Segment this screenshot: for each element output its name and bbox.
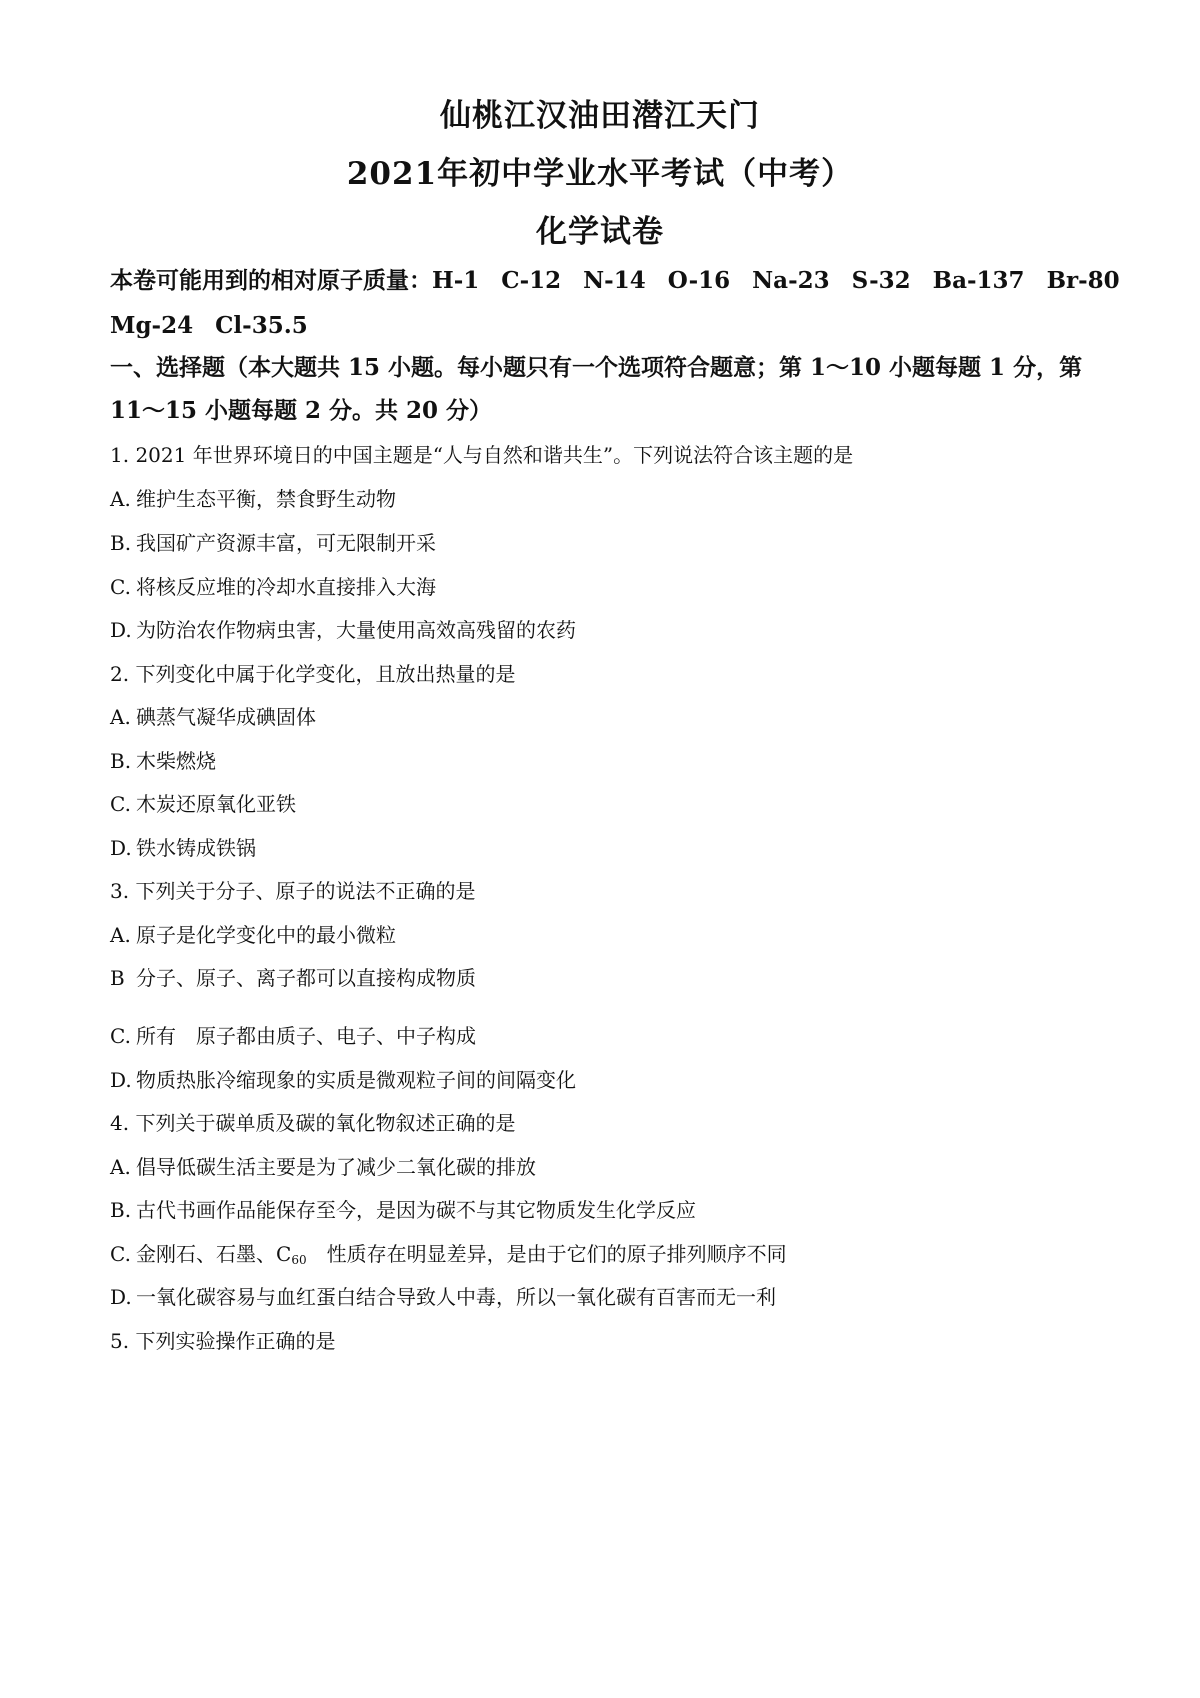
option-label: D. — [110, 1285, 132, 1309]
option-text-post: 性质存在明显差异，是由于它们的原子排列顺序不同 — [306, 1242, 787, 1266]
option-label: B. — [110, 531, 132, 555]
option-text: 所有 原子都由质子、电子、中子构成 — [136, 1024, 476, 1048]
option-text: 铁水铸成铁锅 — [136, 836, 256, 860]
option-label: D. — [110, 618, 132, 642]
option-text: 为防治农作物病虫害，大量使用高效高残留的农药 — [136, 618, 576, 642]
option — [110, 1240, 787, 1274]
atomic-masses-prefix: 本卷可能用到的相对原子质量： — [110, 267, 432, 294]
option — [110, 703, 316, 731]
option-text: 物质热胀冷缩现象的实质是微观粒子间的间隔变化 — [136, 1068, 576, 1092]
section-heading-line2: 11～15 小题每题 2 分。共 20 分） — [110, 397, 493, 424]
option-label: B. — [110, 1198, 132, 1222]
option-text: 一氧化碳容易与血红蛋白结合导致人中毒，所以一氧化碳有百害而无一利 — [136, 1285, 776, 1309]
atomic-mass: Br-80 — [1046, 267, 1120, 294]
option — [110, 1283, 776, 1311]
option-label: A. — [110, 1155, 131, 1179]
option-text: 分子、原子、离子都可以直接构成物质 — [136, 966, 476, 990]
option-label: D. — [110, 1068, 132, 1092]
option-label: B. — [110, 749, 132, 773]
option — [110, 790, 296, 818]
option-label: A. — [110, 487, 131, 511]
option — [110, 1196, 696, 1224]
option-text: 碘蒸气凝华成碘固体 — [136, 705, 316, 729]
question-stem: 3. 下列关于分子、原子的说法不正确的是 — [110, 879, 476, 903]
atomic-mass: Na-23 — [752, 267, 830, 294]
question-stem: 2. 下列变化中属于化学变化，且放出热量的是 — [110, 662, 516, 686]
option-text: 我国矿产资源丰富，可无限制开采 — [136, 531, 436, 555]
option-label: C. — [110, 792, 131, 816]
option-label: C. — [110, 1242, 131, 1266]
atomic-masses-line1 — [110, 266, 1142, 296]
atomic-mass: O-16 — [667, 267, 731, 294]
option-text: 木柴燃烧 — [136, 749, 216, 773]
option — [110, 573, 436, 601]
option — [110, 747, 216, 775]
option-text: 倡导低碳生活主要是为了减少二氧化碳的排放 — [136, 1155, 536, 1179]
atomic-masses-line2 — [110, 311, 330, 341]
option-text: 维护生态平衡，禁食野生动物 — [136, 487, 396, 511]
option — [110, 529, 436, 557]
question-stem: 4. 下列关于碳单质及碳的氧化物叙述正确的是 — [110, 1111, 516, 1135]
atomic-mass: Mg-24 — [110, 312, 194, 339]
option-label: B — [110, 966, 125, 990]
option — [110, 921, 396, 949]
option — [110, 616, 576, 644]
option-label: D. — [110, 836, 132, 860]
option-label: A. — [110, 705, 131, 729]
question-stem: 5. 下列实验操作正确的是 — [110, 1329, 336, 1353]
option — [110, 1066, 576, 1094]
header-region: 仙桃江汉油田潜江天门 — [440, 98, 760, 134]
atomic-mass: N-14 — [583, 267, 646, 294]
question-stem: 1. 2021 年世界环境日的中国主题是“人与自然和谐共生”。下列说法符合该主题的是 — [110, 443, 854, 467]
option-label: C. — [110, 575, 131, 599]
atomic-mass: S-32 — [851, 267, 911, 294]
option-text: 原子是化学变化中的最小微粒 — [136, 923, 396, 947]
option — [110, 1022, 476, 1050]
header-subject: 化学试卷 — [536, 214, 664, 250]
header-exam-title: 2021年初中学业水平考试（中考） — [346, 156, 854, 192]
option — [110, 1153, 536, 1181]
option — [110, 834, 256, 862]
atomic-mass: Ba-137 — [932, 267, 1025, 294]
atomic-mass: C-12 — [501, 267, 562, 294]
option — [110, 964, 476, 992]
option — [110, 485, 396, 513]
option-label: C. — [110, 1024, 131, 1048]
option-text-pre: 金刚石、石墨、C — [136, 1242, 292, 1266]
option-label: A. — [110, 923, 131, 947]
atomic-mass: Cl-35.5 — [215, 312, 308, 339]
option-text: 古代书画作品能保存至今，是因为碳不与其它物质发生化学反应 — [136, 1198, 696, 1222]
section-heading-line1: 一、选择题（本大题共 15 小题。每小题只有一个选项符合题意；第 1～10 小题每题 1 分，第 — [110, 354, 1083, 381]
option-text: 将核反应堆的冷却水直接排入大海 — [136, 575, 436, 599]
option-text: 木炭还原氧化亚铁 — [136, 792, 296, 816]
subscript: 60 — [291, 1253, 307, 1267]
atomic-mass: H-1 — [432, 267, 480, 294]
